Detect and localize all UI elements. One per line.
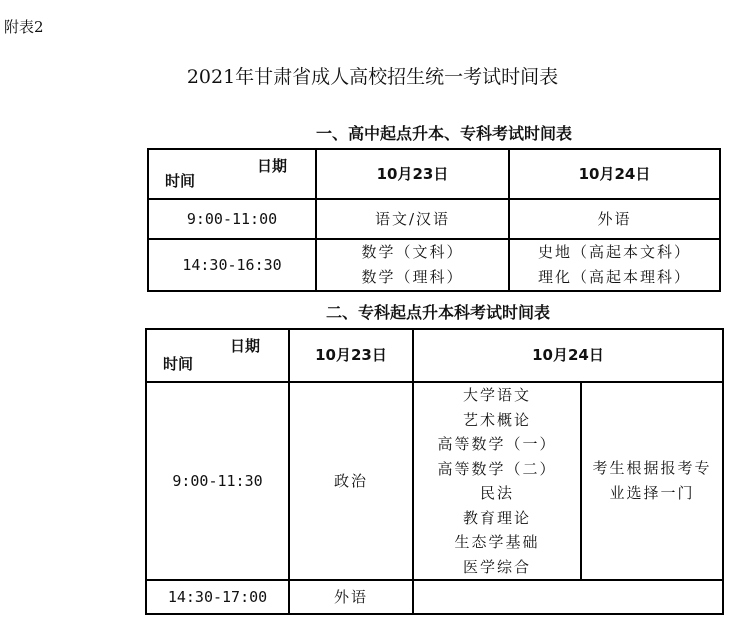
subject-line: 外语 [597, 209, 632, 228]
subject-line: 语文/汉语 [374, 209, 451, 228]
section1-title: 一、高中起点升本、专科考试时间表 [316, 124, 573, 143]
day2-header: 10月24日 [509, 149, 720, 199]
subject-cell: 政治 [289, 382, 413, 580]
subject-cell [509, 239, 720, 291]
date-header-label: 日期 [229, 337, 260, 355]
note-line: 业选择一门 [609, 484, 695, 502]
date-header-label: 日期 [256, 157, 287, 175]
day1-header: 10月23日 [289, 329, 413, 382]
schedule-table-2 [145, 328, 724, 615]
empty-cell [413, 580, 723, 614]
table-row [146, 580, 723, 614]
time-cell: 9:00-11:00 [148, 199, 316, 239]
subject-cell [316, 239, 509, 291]
subject-line: 教育理论 [462, 508, 531, 527]
subject-line: 理化（高起本理科） [537, 268, 691, 286]
table-row [146, 382, 723, 580]
subject-line: 史地（高起本文科） [537, 243, 691, 261]
subject-line: 艺术概论 [462, 410, 531, 429]
main-title: 2021年甘肃省成人高校招生统一考试时间表 [186, 66, 559, 88]
time-header-label: 时间 [163, 355, 194, 373]
subject-cell [316, 199, 509, 239]
subject-line: 医学综合 [462, 557, 531, 576]
subject-list-cell [413, 382, 581, 580]
time-cell: 9:00-11:30 [146, 382, 289, 580]
table-header-row [148, 149, 720, 199]
note-cell [581, 382, 723, 580]
header-corner-cell [148, 149, 316, 199]
time-header-label: 时间 [165, 172, 196, 190]
time-cell: 14:30-17:00 [146, 580, 289, 614]
table-header-row [146, 329, 723, 382]
section2-title: 二、专科起点升本科考试时间表 [326, 303, 551, 322]
subject-line: 大学语文 [462, 386, 531, 404]
header-corner-cell [146, 329, 289, 382]
subject-line: 数学（理科） [361, 268, 464, 286]
subject-cell: 外语 [289, 580, 413, 614]
annex-label: 附表2 [4, 18, 44, 36]
day1-header: 10月23日 [316, 149, 509, 199]
day2-header: 10月24日 [413, 329, 723, 382]
subject-line: 高等数学（一） [437, 435, 557, 453]
schedule-table-1 [147, 148, 721, 292]
subject-line: 生态学基础 [454, 533, 540, 551]
table-row [148, 239, 720, 291]
subject-line: 民法 [479, 484, 514, 502]
subject-line: 高等数学（二） [437, 459, 557, 478]
note-line: 考生根据报考专 [592, 459, 712, 477]
table-row [148, 199, 720, 239]
subject-cell [509, 199, 720, 239]
time-cell: 14:30-16:30 [148, 239, 316, 291]
subject-line: 数学（文科） [361, 243, 464, 261]
